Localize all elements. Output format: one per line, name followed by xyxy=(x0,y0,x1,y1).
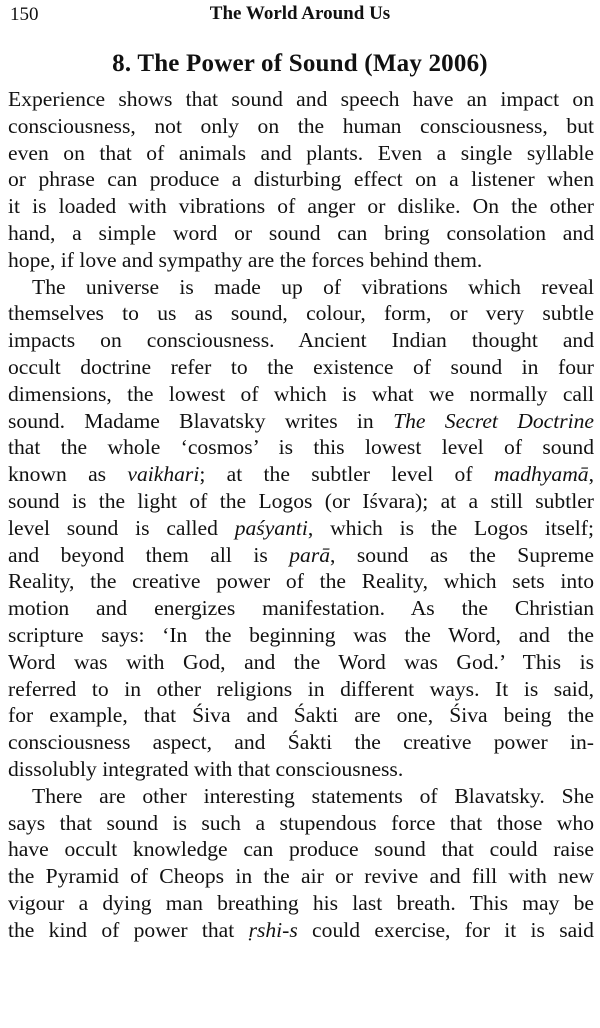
text-line: dissolubly integrated with that consciousness. xyxy=(8,756,404,781)
text-line: Word was with God, and the Word was God.’ This is xyxy=(8,649,594,674)
text-line: consciousness aspect, and Śakti the creative power in- xyxy=(8,730,594,755)
page-header xyxy=(0,0,600,28)
page-number: 150 xyxy=(10,4,39,25)
text-line: referred to in other religions in different ways. It is said, xyxy=(8,676,594,701)
text-line: sound. Madame Blavatsky writes in The Secret Doctrine xyxy=(8,408,594,433)
text-line: scripture says: ‘In the beginning was the Word, and the xyxy=(8,622,594,647)
text-line: There are other interesting statements of Blavatsky. She xyxy=(32,783,594,808)
text-line: level sound is called paśyanti, which is the Logos itself; xyxy=(8,515,594,540)
text-line: known as vaikhari; at the subtler level of madhyamā, xyxy=(8,462,594,487)
text-line: even on that of animals and plants. Even a single syllable xyxy=(8,140,594,165)
text-line: Experience shows that sound and speech have an impact on xyxy=(8,87,594,111)
text-line: vigour a dying man breathing his last breath. This may be xyxy=(8,890,594,915)
text-line: The universe is made up of vibrations which reveal xyxy=(32,274,594,299)
text-line: themselves to us as sound, colour, form, or very subtle xyxy=(8,301,594,326)
text-line: occult doctrine refer to the existence of sound in four xyxy=(8,354,594,379)
text-line: hand, a simple word or sound can bring consolation and xyxy=(8,220,594,245)
text-line: and beyond them all is parā, sound as the Supreme xyxy=(8,542,594,567)
text-line: dimensions, the lowest of which is what we normally call xyxy=(8,381,594,406)
text-line: hope, if love and sympathy are the forces behind them. xyxy=(8,247,483,272)
text-line: motion and energizes manifestation. As the Christian xyxy=(8,596,594,621)
running-title: The World Around Us xyxy=(209,3,391,24)
text-line: for example, that Śiva and Śakti are one, Śiva being the xyxy=(8,703,594,728)
text-line: says that sound is such a stupendous force that those who xyxy=(8,810,594,835)
text-line: Reality, the creative power of the Reality, which sets into xyxy=(8,569,594,594)
text-line: it is loaded with vibrations of anger or dislike. On the other xyxy=(8,194,594,219)
chapter-title: 8. The Power of Sound (May 2006) xyxy=(112,50,488,77)
body-text xyxy=(8,86,594,944)
text-line: or phrase can produce a disturbing effect on a listener when xyxy=(8,167,594,192)
text-line: impacts on consciousness. Ancient Indian thought and xyxy=(8,328,594,353)
text-line: sound is the light of the Logos (or Iśvara); at a still subtler xyxy=(8,488,594,513)
text-line: have occult knowledge can produce sound that could raise xyxy=(8,837,594,862)
text-line: that the whole ‘cosmos’ is this lowest level of sound xyxy=(8,435,594,460)
text-line: consciousness, not only on the human consciousness, but xyxy=(8,113,594,138)
text-line: the Pyramid of Cheops in the air or revive and fill with new xyxy=(8,864,594,889)
text-line: the kind of power that ṛshi-s could exercise, for it is said xyxy=(8,917,594,942)
